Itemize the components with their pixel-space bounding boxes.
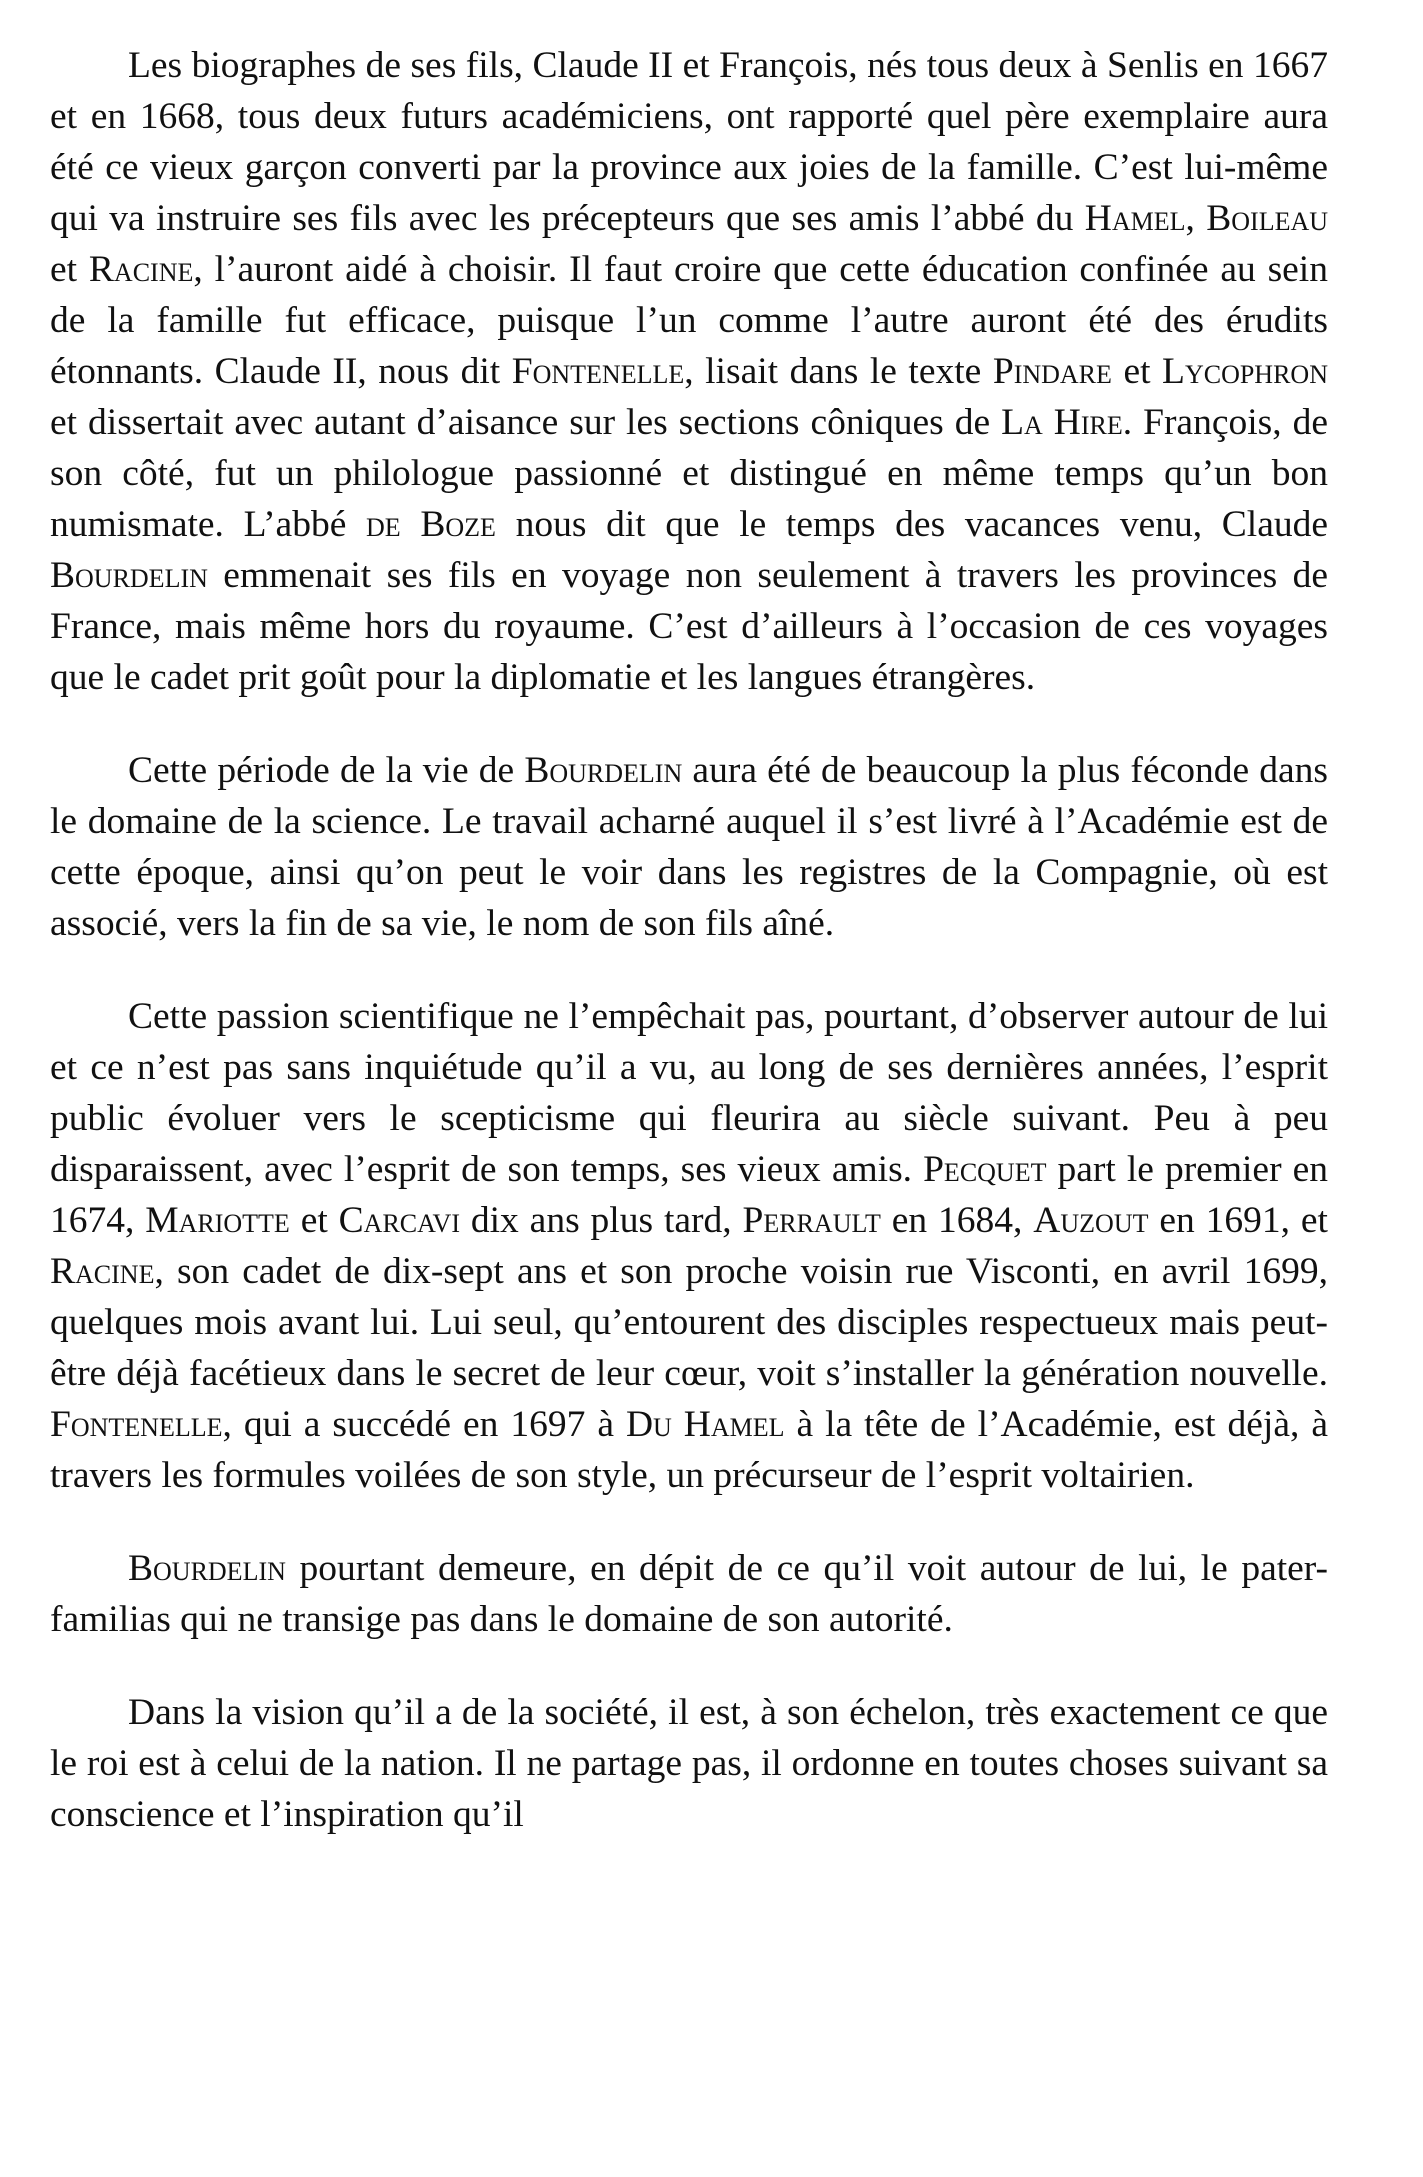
text-run: Cette période de la vie de [128, 750, 525, 791]
proper-name: Boileau [1206, 198, 1329, 239]
text-run: , lisait dans le texte [684, 351, 993, 392]
paragraph-3 [50, 991, 1328, 1501]
text-run: aura été de beaucoup la plus féconde dans le domaine de la science. Le travail acharné auquel il s’est livré à l’Académie est de cette époque, ainsi qu’on peut le voir dans les registres de la Compagnie, où est associé, vers la fin de sa vie, le nom de son fils aîné. [50, 750, 1329, 944]
text-run: . François, de son côté, fut un philologue passionné et distingué en même temps qu’un bon numismate. L’abbé [50, 402, 1328, 545]
text-run: pourtant demeure, en dépit de ce qu’il voit autour de lui, le pater-familias qui ne transige pas dans le domaine de son autorité. [50, 1548, 1328, 1640]
text-run: et [50, 249, 89, 290]
proper-name: Perrault [742, 1200, 881, 1241]
proper-name: La Hire [1001, 402, 1123, 443]
text-run: et [1111, 351, 1163, 392]
paragraph-4 [50, 1543, 1328, 1645]
proper-name: Pecquet [923, 1149, 1047, 1190]
proper-name: Bourdelin [524, 750, 683, 791]
text-run: part le premier en 1674, [50, 1149, 1328, 1241]
proper-name: Du Hamel [625, 1404, 785, 1445]
proper-name: Racine [88, 249, 194, 290]
proper-name: Bourdelin [128, 1548, 286, 1589]
proper-name: de Boze [366, 504, 496, 545]
proper-name: Bourdelin [50, 555, 208, 596]
text-run: Cette passion scientifique ne l’empêchait pas, pourtant, d’observer autour de lui et ce n’est pas sans inquiétude qu’il a vu, au long de ses dernières années, l’esprit public évoluer vers le scepticisme qui fleurira au siècle suivant. Peu à peu disparaissent, avec l’esprit de son temps, ses vieux amis. [50, 996, 1328, 1190]
paragraph-5 [50, 1687, 1328, 1840]
paragraph-2 [50, 745, 1328, 949]
proper-name: Mariotte [145, 1200, 290, 1241]
text-run: , l’auront aidé à choisir. Il faut croire que cette éducation confinée au sein de la famille fut efficace, puisque l’un comme l’autre auront été des érudits étonnants. Claude II, nous dit [50, 249, 1328, 392]
text-run: à la tête de l’Académie, est déjà, à travers les formules voilées de son style, un précurseur de l’esprit voltairien. [50, 1404, 1328, 1496]
text-run: en 1684, [880, 1200, 1034, 1241]
text-run: et dissertait avec autant d’aisance sur les sections côniques de [50, 402, 1002, 443]
paragraph-1 [50, 40, 1328, 703]
text-run: , qui a succédé en 1697 à [222, 1404, 626, 1445]
proper-name: Lycophron [1162, 351, 1328, 392]
text-run: Dans la vision qu’il a de la société, il est, à son échelon, très exactement ce que le roi est à celui de la nation. Il ne partage pas, il ordonne en toutes choses suivant sa conscience et l’inspiration qu’il [50, 1692, 1328, 1835]
proper-name: Carcavi [338, 1200, 460, 1241]
text-run: emmenait ses fils en voyage non seulement à travers les provinces de France, mais même hors du royaume. C’est d’ailleurs à l’occasion de ces voyages que le cadet prit goût pour la diplomatie et les langues étrangères. [50, 555, 1328, 698]
text-run: , [1185, 198, 1207, 239]
proper-name: Racine [50, 1251, 155, 1292]
text-run: Les biographes de ses fils, Claude II et François, nés tous deux à Senlis en 1667 et en 1668, tous deux futurs académiciens, ont rapporté quel père exemplaire aura été ce vieux garçon converti par la province aux joies de la famille. C’est lui-même qui va instruire ses fils avec les précepteurs que ses amis l’abbé du [50, 45, 1328, 239]
text-run: dix ans plus tard, [460, 1200, 743, 1241]
text-run: nous dit que le temps des vacances venu, Claude [495, 504, 1328, 545]
proper-name: Auzout [1033, 1200, 1149, 1241]
text-run: en 1691, et [1148, 1200, 1328, 1241]
proper-name: Fontenelle [511, 351, 685, 392]
proper-name: Fontenelle [50, 1404, 223, 1445]
text-run: et [289, 1200, 339, 1241]
text-run: , son cadet de dix-sept ans et son proche voisin rue Visconti, en avril 1699, quelques mois avant lui. Lui seul, qu’entourent des disciples respectueux mais peut-être déjà facétieux dans le secret de leur cœur, voit s’installer la génération nouvelle. [50, 1251, 1328, 1394]
proper-name: Pindare [992, 351, 1112, 392]
proper-name: Hamel [1084, 198, 1186, 239]
